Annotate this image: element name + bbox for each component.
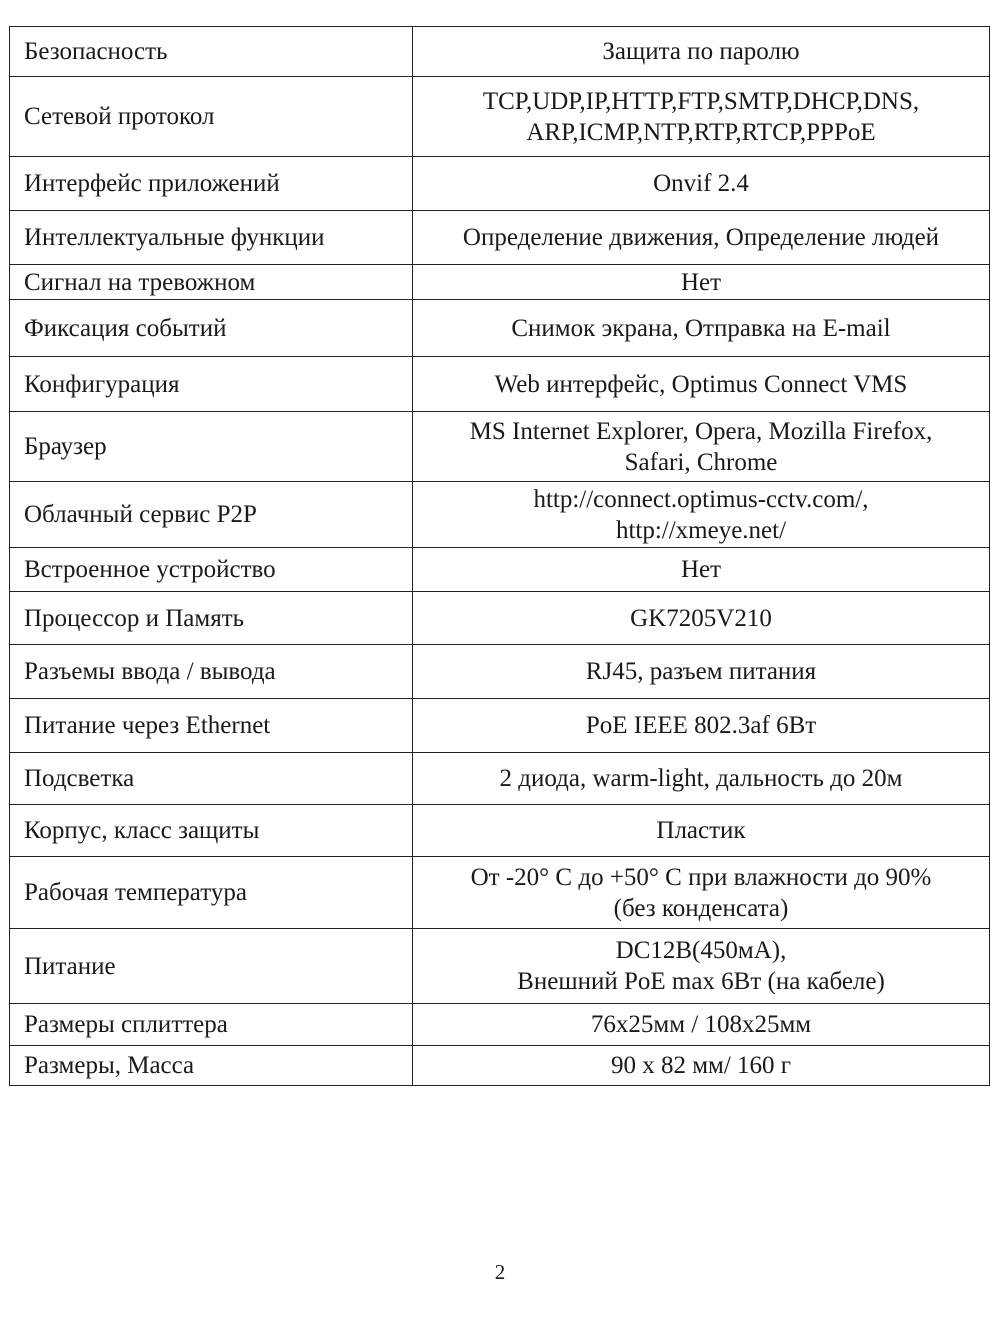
param-name: Сигнал на тревожном [10,265,413,300]
table-row [10,157,990,211]
spec-table [9,26,990,1086]
param-name: Питание [10,929,413,1004]
param-value: 76x25мм / 108x25мм [413,1004,990,1046]
param-name: Питание через Ethernet [10,699,413,753]
param-value: Нет [413,265,990,300]
param-name: Сетевой протокол [10,77,413,157]
table-row [10,300,990,357]
param-name: Размеры сплиттера [10,1004,413,1046]
param-name: Встроенное устройство [10,548,413,592]
table-row [10,805,990,857]
table-row [10,265,990,300]
param-value: Onvif 2.4 [413,157,990,211]
param-value: GK7205V210 [413,592,990,645]
table-row [10,412,990,482]
table-row [10,548,990,592]
param-value: Web интерфейс, Optimus Connect VMS [413,357,990,412]
param-name: Размеры, Масса [10,1046,413,1086]
table-row [10,699,990,753]
table-row [10,857,990,929]
param-name: Конфигурация [10,357,413,412]
table-row [10,482,990,548]
param-value: Пластик [413,805,990,857]
param-name: Подсветка [10,753,413,805]
param-name: Фиксация событий [10,300,413,357]
param-value: Защита по паролю [413,27,990,77]
param-name: Разъемы ввода / вывода [10,645,413,699]
param-value: DC12В(450мА), Внешний PoE max 6Вт (на кабеле) [413,929,990,1004]
table-row [10,753,990,805]
param-value: http://connect.optimus-cctv.com/, http://xmeye.net/ [413,482,990,548]
param-value: MS Internet Explorer, Opera, Mozilla Firefox, Safari, Chrome [413,412,990,482]
param-value: PoE IEEE 802.3af 6Вт [413,699,990,753]
param-name: Интерфейс приложений [10,157,413,211]
table-row [10,77,990,157]
table-row [10,1046,990,1086]
table-row [10,211,990,265]
param-name: Браузер [10,412,413,482]
param-value: RJ45, разъем питания [413,645,990,699]
param-value: 2 диода, warm-light, дальность до 20м [413,753,990,805]
param-value: Снимок экрана, Отправка на E-mail [413,300,990,357]
param-name: Процессор и Память [10,592,413,645]
param-name: Рабочая температура [10,857,413,929]
param-value: Нет [413,548,990,592]
table-row [10,929,990,1004]
page-number: 2 [494,1260,506,1284]
param-value: От -20° С до +50° С при влажности до 90% (без конденсата) [413,857,990,929]
table-row [10,1004,990,1046]
table-row [10,645,990,699]
spec-table-body [10,27,990,1086]
param-name: Безопасность [10,27,413,77]
table-row [10,27,990,77]
param-value: Определение движения, Определение людей [413,211,990,265]
table-row [10,357,990,412]
param-value: 90 x 82 мм/ 160 г [413,1046,990,1086]
param-name: Облачный сервис P2P [10,482,413,548]
param-name: Корпус, класс защиты [10,805,413,857]
table-row [10,592,990,645]
param-value: TCP,UDP,IP,HTTP,FTP,SMTP,DHCP,DNS, ARP,ICMP,NTP,RTP,RTCP,PPPoE [413,77,990,157]
param-name: Интеллектуальные функции [10,211,413,265]
